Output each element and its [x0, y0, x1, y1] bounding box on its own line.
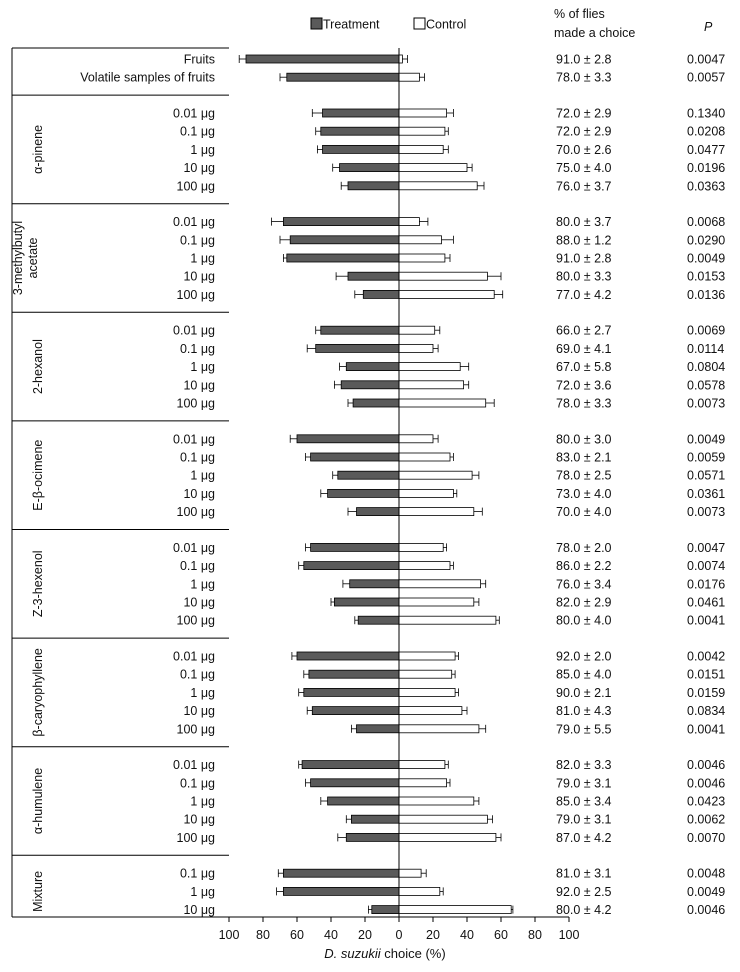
treatment-bar: [323, 109, 400, 117]
control-bar: [399, 797, 474, 805]
pct-choice-value: 91.0 ± 2.8: [556, 251, 612, 266]
row-label: 100 μg: [176, 722, 215, 737]
row-label: 10 μg: [183, 269, 215, 284]
row-label: 0.1 μg: [179, 341, 215, 356]
row-label: 10 μg: [183, 595, 215, 610]
pct-choice-value: 80.0 ± 4.2: [556, 903, 612, 918]
p-value: 0.0046: [687, 758, 726, 773]
p-value: 0.0159: [687, 685, 726, 700]
treatment-bar: [297, 435, 399, 443]
treatment-bar: [283, 887, 399, 895]
control-bar: [399, 707, 462, 715]
control-bar: [399, 887, 440, 895]
control-bar: [399, 725, 479, 733]
treatment-bar: [283, 218, 399, 226]
control-bar: [399, 182, 477, 190]
p-value: 0.0176: [687, 577, 726, 592]
bars: [239, 55, 513, 914]
legend-treatment-label: Treatment: [323, 17, 380, 32]
p-header: P: [704, 20, 713, 34]
p-value: 0.0196: [687, 161, 726, 176]
treatment-bar: [304, 688, 399, 696]
row-label: 0.1 μg: [179, 450, 215, 465]
p-value: 0.0074: [687, 559, 726, 574]
control-bar: [399, 670, 452, 678]
control-bar: [399, 906, 511, 914]
p-value: 0.0208: [687, 124, 726, 139]
control-bar: [399, 272, 487, 280]
pct-choice-value: 85.0 ± 4.0: [556, 667, 612, 682]
p-value: 0.0363: [687, 179, 726, 194]
x-tick-label: 40: [460, 928, 474, 942]
pct-choice-value: 78.0 ± 2.0: [556, 540, 612, 555]
row-label: 0.1 μg: [179, 776, 215, 791]
control-bar: [399, 453, 450, 461]
pct-choice-value: 80.0 ± 3.7: [556, 215, 612, 230]
treatment-bar: [346, 833, 399, 841]
row-label: 1 μg: [190, 794, 215, 809]
pct-choice-value: 72.0 ± 3.6: [556, 378, 612, 393]
p-value: 0.0153: [687, 269, 726, 284]
pct-choice-value: 78.0 ± 3.3: [556, 396, 612, 411]
x-tick-label: 100: [218, 928, 240, 942]
treatment-bar: [304, 562, 399, 570]
row-labels: [80, 53, 215, 918]
pct-choice-value: 90.0 ± 2.1: [556, 685, 612, 700]
p-value: 0.0041: [687, 722, 726, 737]
pct-choice-value: 70.0 ± 2.6: [556, 142, 612, 157]
p-value: 0.0042: [687, 649, 726, 664]
p-value: 0.0059: [687, 450, 726, 465]
p-value: 0.0046: [687, 903, 726, 918]
pct-choice-value: 83.0 ± 2.1: [556, 450, 612, 465]
row-label: 0.1 μg: [179, 233, 215, 248]
pct-choice-value: 72.0 ± 2.9: [556, 124, 612, 139]
control-bar: [399, 616, 496, 624]
group-label: β-caryophyllene: [31, 648, 45, 737]
treatment-bar: [297, 652, 399, 660]
treatment-bar: [363, 290, 399, 298]
p-value: 0.0073: [687, 505, 726, 520]
legend-control-label: Control: [426, 17, 467, 32]
pct-choice-value: 85.0 ± 3.4: [556, 794, 612, 809]
p-value: 0.0049: [687, 884, 726, 899]
p-value: 0.0046: [687, 776, 726, 791]
pct-choice-value: 81.0 ± 4.3: [556, 704, 612, 719]
control-bar: [399, 815, 487, 823]
row-label: 0.01 μg: [173, 106, 215, 121]
treatment-bar: [283, 869, 399, 877]
treatment-bar: [321, 127, 399, 135]
group-label: 2-hexanol: [31, 339, 45, 395]
group-label-line: 3-methylbutyl: [11, 220, 25, 296]
pct-choice-value: 76.0 ± 3.4: [556, 577, 612, 592]
row-label: 1 μg: [190, 468, 215, 483]
p-value: 0.0048: [687, 866, 726, 881]
treatment-bar: [321, 326, 399, 334]
control-bar: [399, 326, 435, 334]
pct-choice-value: 92.0 ± 2.0: [556, 649, 612, 664]
row-label: 10 μg: [183, 812, 215, 827]
x-tick-label: 20: [358, 928, 372, 942]
control-bar: [399, 688, 455, 696]
p-value: 0.0290: [687, 233, 726, 248]
treatment-bar: [357, 725, 400, 733]
treatment-bar: [350, 580, 399, 588]
row-label: Fruits: [183, 52, 215, 67]
pct-choice-value: 80.0 ± 3.0: [556, 432, 612, 447]
treatment-bar: [340, 164, 400, 172]
p-value: 0.0136: [687, 287, 726, 302]
control-bar: [399, 236, 442, 244]
treatment-bar: [357, 508, 400, 516]
row-label: 10 μg: [183, 378, 215, 393]
p-value: 0.1340: [687, 106, 726, 121]
treatment-bar: [338, 471, 399, 479]
pct-choice-value: 67.0 ± 5.8: [556, 360, 612, 375]
x-tick-label: 60: [290, 928, 304, 942]
pct-choice-value: 76.0 ± 3.7: [556, 179, 612, 194]
control-bar: [399, 761, 445, 769]
treatment-bar: [287, 73, 399, 81]
control-bar: [399, 598, 474, 606]
p-value: 0.0073: [687, 396, 726, 411]
row-label: Volatile samples of fruits: [80, 70, 215, 85]
treatment-bar: [351, 815, 399, 823]
p-value: 0.0361: [687, 486, 726, 501]
p-value: 0.0834: [687, 704, 726, 719]
x-ticks: [219, 917, 580, 942]
legend: [311, 18, 466, 32]
p-value: 0.0114: [687, 341, 725, 356]
treatment-bar: [311, 543, 399, 551]
control-bar: [399, 73, 419, 81]
row-label: 100 μg: [176, 830, 215, 845]
p-value: 0.0461: [687, 595, 726, 610]
x-axis-title-rest: choice (%): [380, 946, 446, 961]
control-bar: [399, 435, 433, 443]
row-label: 0.1 μg: [179, 667, 215, 682]
control-bar: [399, 290, 494, 298]
p-value: 0.0068: [687, 215, 726, 230]
group-label: Mixture: [31, 870, 45, 912]
row-label: 1 μg: [190, 884, 215, 899]
p-value: 0.0477: [687, 142, 726, 157]
p-value: 0.0151: [687, 667, 726, 682]
treatment-bar: [358, 616, 399, 624]
p-value: 0.0047: [687, 52, 726, 67]
stats-columns: [556, 53, 725, 918]
row-label: 1 μg: [190, 685, 215, 700]
control-bar: [399, 254, 445, 262]
control-bar: [399, 543, 443, 551]
control-bar: [399, 381, 464, 389]
row-label: 1 μg: [190, 251, 215, 266]
pct-choice-value: 88.0 ± 1.2: [556, 233, 612, 248]
pct-choice-value: 79.0 ± 3.1: [556, 812, 612, 827]
pct-choice-value: 78.0 ± 2.5: [556, 468, 612, 483]
treatment-bar: [312, 707, 399, 715]
row-label: 0.01 μg: [173, 649, 215, 664]
pct-choice-value: 70.0 ± 4.0: [556, 505, 612, 520]
treatment-bar: [287, 254, 399, 262]
row-label: 0.1 μg: [179, 124, 215, 139]
pct-choice-value: 86.0 ± 2.2: [556, 559, 612, 574]
p-value: 0.0062: [687, 812, 726, 827]
p-value: 0.0049: [687, 432, 726, 447]
row-label: 100 μg: [176, 287, 215, 302]
row-label: 10 μg: [183, 486, 215, 501]
row-label: 1 μg: [190, 142, 215, 157]
pct-choice-value: 72.0 ± 2.9: [556, 106, 612, 121]
p-value: 0.0578: [687, 378, 726, 393]
pct-header-line2: made a choice: [554, 26, 636, 40]
pct-choice-value: 66.0 ± 2.7: [556, 323, 612, 338]
treatment-bar: [353, 399, 399, 407]
pct-choice-value: 79.0 ± 5.5: [556, 722, 612, 737]
treatment-bar: [316, 344, 399, 352]
treatment-bar: [311, 453, 399, 461]
control-bar: [399, 344, 433, 352]
row-label: 0.01 μg: [173, 540, 215, 555]
control-bar: [399, 471, 472, 479]
group-label: [11, 221, 40, 295]
x-tick-label: 80: [528, 928, 542, 942]
row-label: 0.1 μg: [179, 866, 215, 881]
row-label: 100 μg: [176, 396, 215, 411]
group-label: α-humulene: [31, 767, 45, 835]
row-label: 0.1 μg: [179, 559, 215, 574]
treatment-bar: [328, 489, 399, 497]
pct-header-line1: % of flies: [554, 7, 605, 21]
p-value: 0.0049: [687, 251, 726, 266]
row-label: 0.01 μg: [173, 323, 215, 338]
row-label: 0.01 μg: [173, 432, 215, 447]
control-bar: [399, 562, 450, 570]
row-label: 10 μg: [183, 903, 215, 918]
control-bar: [399, 489, 453, 497]
x-tick-label: 40: [324, 928, 338, 942]
group-label: E-β-ocimene: [31, 439, 45, 511]
control-bar: [399, 833, 496, 841]
control-bar: [399, 779, 447, 787]
treatment-bar: [348, 182, 399, 190]
treatment-bar: [328, 797, 399, 805]
legend-control-swatch: [414, 18, 425, 29]
treatment-bar: [311, 779, 399, 787]
p-value: 0.0069: [687, 323, 726, 338]
p-value: 0.0571: [687, 468, 726, 483]
group-label: Z-3-hexenol: [31, 550, 45, 618]
x-tick-label: 0: [395, 928, 403, 942]
treatment-bar: [290, 236, 399, 244]
pct-choice-value: 75.0 ± 4.0: [556, 161, 612, 176]
p-value: 0.0041: [687, 613, 726, 628]
control-bar: [399, 869, 421, 877]
x-tick-label: 60: [494, 928, 508, 942]
treatment-bar: [348, 272, 399, 280]
control-bar: [399, 363, 460, 371]
row-label: 0.01 μg: [173, 215, 215, 230]
pct-choice-value: 82.0 ± 2.9: [556, 595, 612, 610]
group-label-line: acetate: [26, 237, 40, 279]
row-label: 100 μg: [176, 179, 215, 194]
x-tick-label: 80: [256, 928, 270, 942]
treatment-bar: [309, 670, 399, 678]
group-label: α-pinene: [31, 124, 45, 174]
pct-choice-value: 80.0 ± 4.0: [556, 613, 612, 628]
pct-choice-value: 79.0 ± 3.1: [556, 776, 612, 791]
x-tick-label: 100: [558, 928, 580, 942]
control-bar: [399, 55, 402, 63]
p-value: 0.0423: [687, 794, 726, 809]
p-value: 0.0047: [687, 540, 726, 555]
control-bar: [399, 399, 486, 407]
row-label: 10 μg: [183, 704, 215, 719]
pct-choice-value: 73.0 ± 4.0: [556, 486, 612, 501]
control-bar: [399, 127, 445, 135]
control-bar: [399, 145, 443, 153]
pct-choice-value: 80.0 ± 3.3: [556, 269, 612, 284]
p-value: 0.0057: [687, 70, 726, 85]
group-labels: [11, 125, 45, 912]
treatment-bar: [334, 598, 399, 606]
control-bar: [399, 508, 474, 516]
treatment-bar: [323, 145, 400, 153]
pct-choice-value: 87.0 ± 4.2: [556, 830, 612, 845]
control-bar: [399, 652, 455, 660]
pct-choice-value: 81.0 ± 3.1: [556, 866, 612, 881]
treatment-bar: [346, 363, 399, 371]
pct-choice-value: 78.0 ± 3.3: [556, 70, 612, 85]
treatment-bar: [302, 761, 399, 769]
row-label: 10 μg: [183, 161, 215, 176]
row-label: 1 μg: [190, 360, 215, 375]
pct-choice-value: 82.0 ± 3.3: [556, 758, 612, 773]
row-label: 100 μg: [176, 505, 215, 520]
x-axis-title: [324, 946, 445, 961]
pct-choice-value: 91.0 ± 2.8: [556, 52, 612, 67]
p-value: 0.0070: [687, 830, 726, 845]
pct-choice-value: 69.0 ± 4.1: [556, 341, 612, 356]
control-bar: [399, 164, 467, 172]
control-bar: [399, 580, 481, 588]
p-value: 0.0804: [687, 360, 726, 375]
pct-choice-value: 92.0 ± 2.5: [556, 884, 612, 899]
control-bar: [399, 218, 419, 226]
x-tick-label: 20: [426, 928, 440, 942]
treatment-bar: [372, 906, 399, 914]
treatment-bar: [341, 381, 399, 389]
row-label: 100 μg: [176, 613, 215, 628]
treatment-bar: [246, 55, 399, 63]
row-label: 0.01 μg: [173, 758, 215, 773]
pct-choice-value: 77.0 ± 4.2: [556, 287, 612, 302]
row-label: 1 μg: [190, 577, 215, 592]
legend-treatment-swatch: [311, 18, 322, 29]
x-axis-title-species: D. suzukii: [324, 946, 381, 961]
control-bar: [399, 109, 447, 117]
